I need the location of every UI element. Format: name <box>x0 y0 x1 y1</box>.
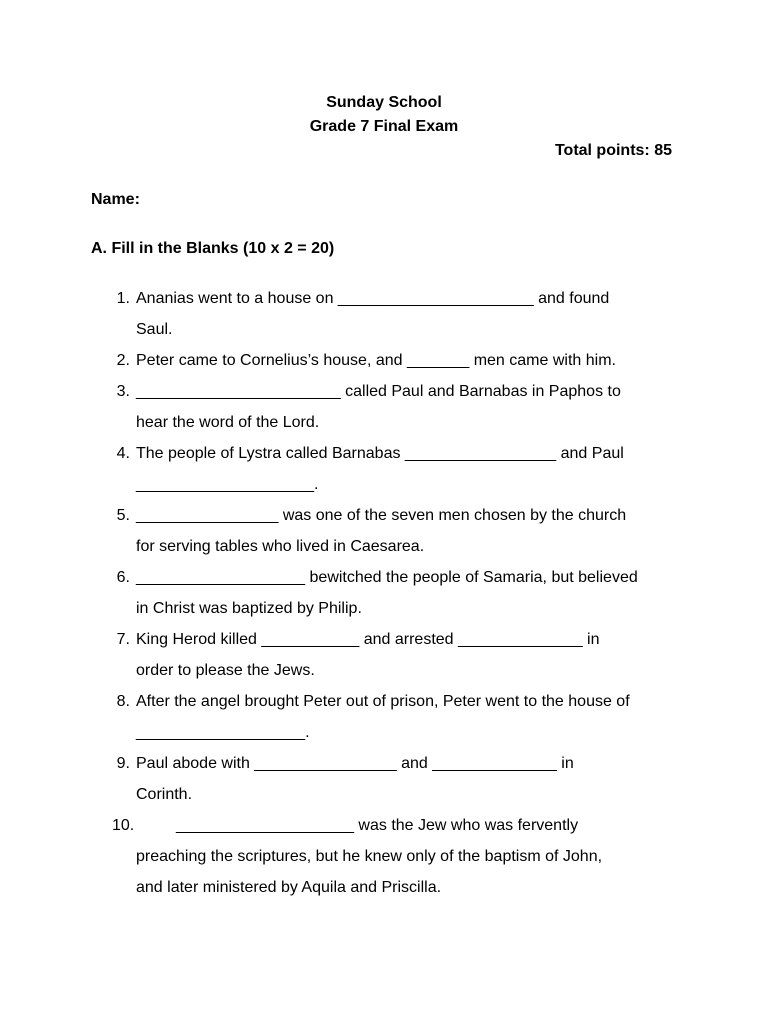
question-number: 9. <box>116 755 130 772</box>
question-line: Peter came to Cornelius’s house, and _______ men came with him. <box>136 352 616 369</box>
question-line: Ananias went to a house on ______________________ and found <box>136 290 610 307</box>
question-number: 2. <box>116 352 130 369</box>
question-line: Saul. <box>136 321 173 338</box>
question-line: ____________________. <box>136 476 319 493</box>
question-line: King Herod killed ___________ and arrested ______________ in <box>136 631 600 648</box>
question-number: 1. <box>116 290 130 307</box>
question-number: 5. <box>116 507 130 524</box>
question-line: preaching the scriptures, but he knew only of the baptism of John, <box>136 848 603 865</box>
question-line: ___________________ bewitched the people of Samaria, but believed <box>136 569 638 586</box>
question-line: Corinth. <box>136 786 193 803</box>
question-8 <box>100 686 700 748</box>
question-line: order to please the Jews. <box>136 662 315 679</box>
question-10 <box>100 810 700 903</box>
question-9 <box>100 748 700 810</box>
question-number: 6. <box>116 569 130 586</box>
name-label: Name: <box>91 191 140 208</box>
question-number: 4. <box>116 445 130 462</box>
question-number: 3. <box>116 383 130 400</box>
question-line-text: ____________________ was the Jew who was fervently <box>176 817 579 834</box>
question-number: 8. <box>116 693 130 710</box>
question-line: Paul abode with ________________ and ______________ in <box>136 755 574 772</box>
question-line: _______________________ called Paul and Barnabas in Paphos to <box>136 383 621 400</box>
exam-subtitle: Grade 7 Final Exam <box>309 118 459 135</box>
question-line: and later ministered by Aquila and Priscilla. <box>136 879 442 896</box>
total-points: Total points: 85 <box>554 142 672 159</box>
question-number: 10. <box>112 817 135 834</box>
question-7 <box>100 624 700 686</box>
question-line: for serving tables who lived in Caesarea. <box>136 538 425 555</box>
question-line <box>136 810 700 841</box>
question-2 <box>100 345 700 376</box>
page-title: Sunday School <box>326 94 442 111</box>
question-4 <box>100 438 700 500</box>
question-6 <box>100 562 700 624</box>
question-line: in Christ was baptized by Philip. <box>136 600 362 617</box>
question-list <box>100 283 700 903</box>
question-line: hear the word of the Lord. <box>136 414 320 431</box>
question-3 <box>100 376 700 438</box>
question-5 <box>100 500 700 562</box>
question-1 <box>100 283 700 345</box>
section-heading: A. Fill in the Blanks (10 x 2 = 20) <box>91 240 335 257</box>
question-line: The people of Lystra called Barnabas _________________ and Paul <box>136 445 624 462</box>
question-line: ___________________. <box>136 724 310 741</box>
question-line: After the angel brought Peter out of prison, Peter went to the house of <box>136 693 630 710</box>
question-line: ________________ was one of the seven men chosen by the church <box>136 507 627 524</box>
question-number: 7. <box>116 631 130 648</box>
